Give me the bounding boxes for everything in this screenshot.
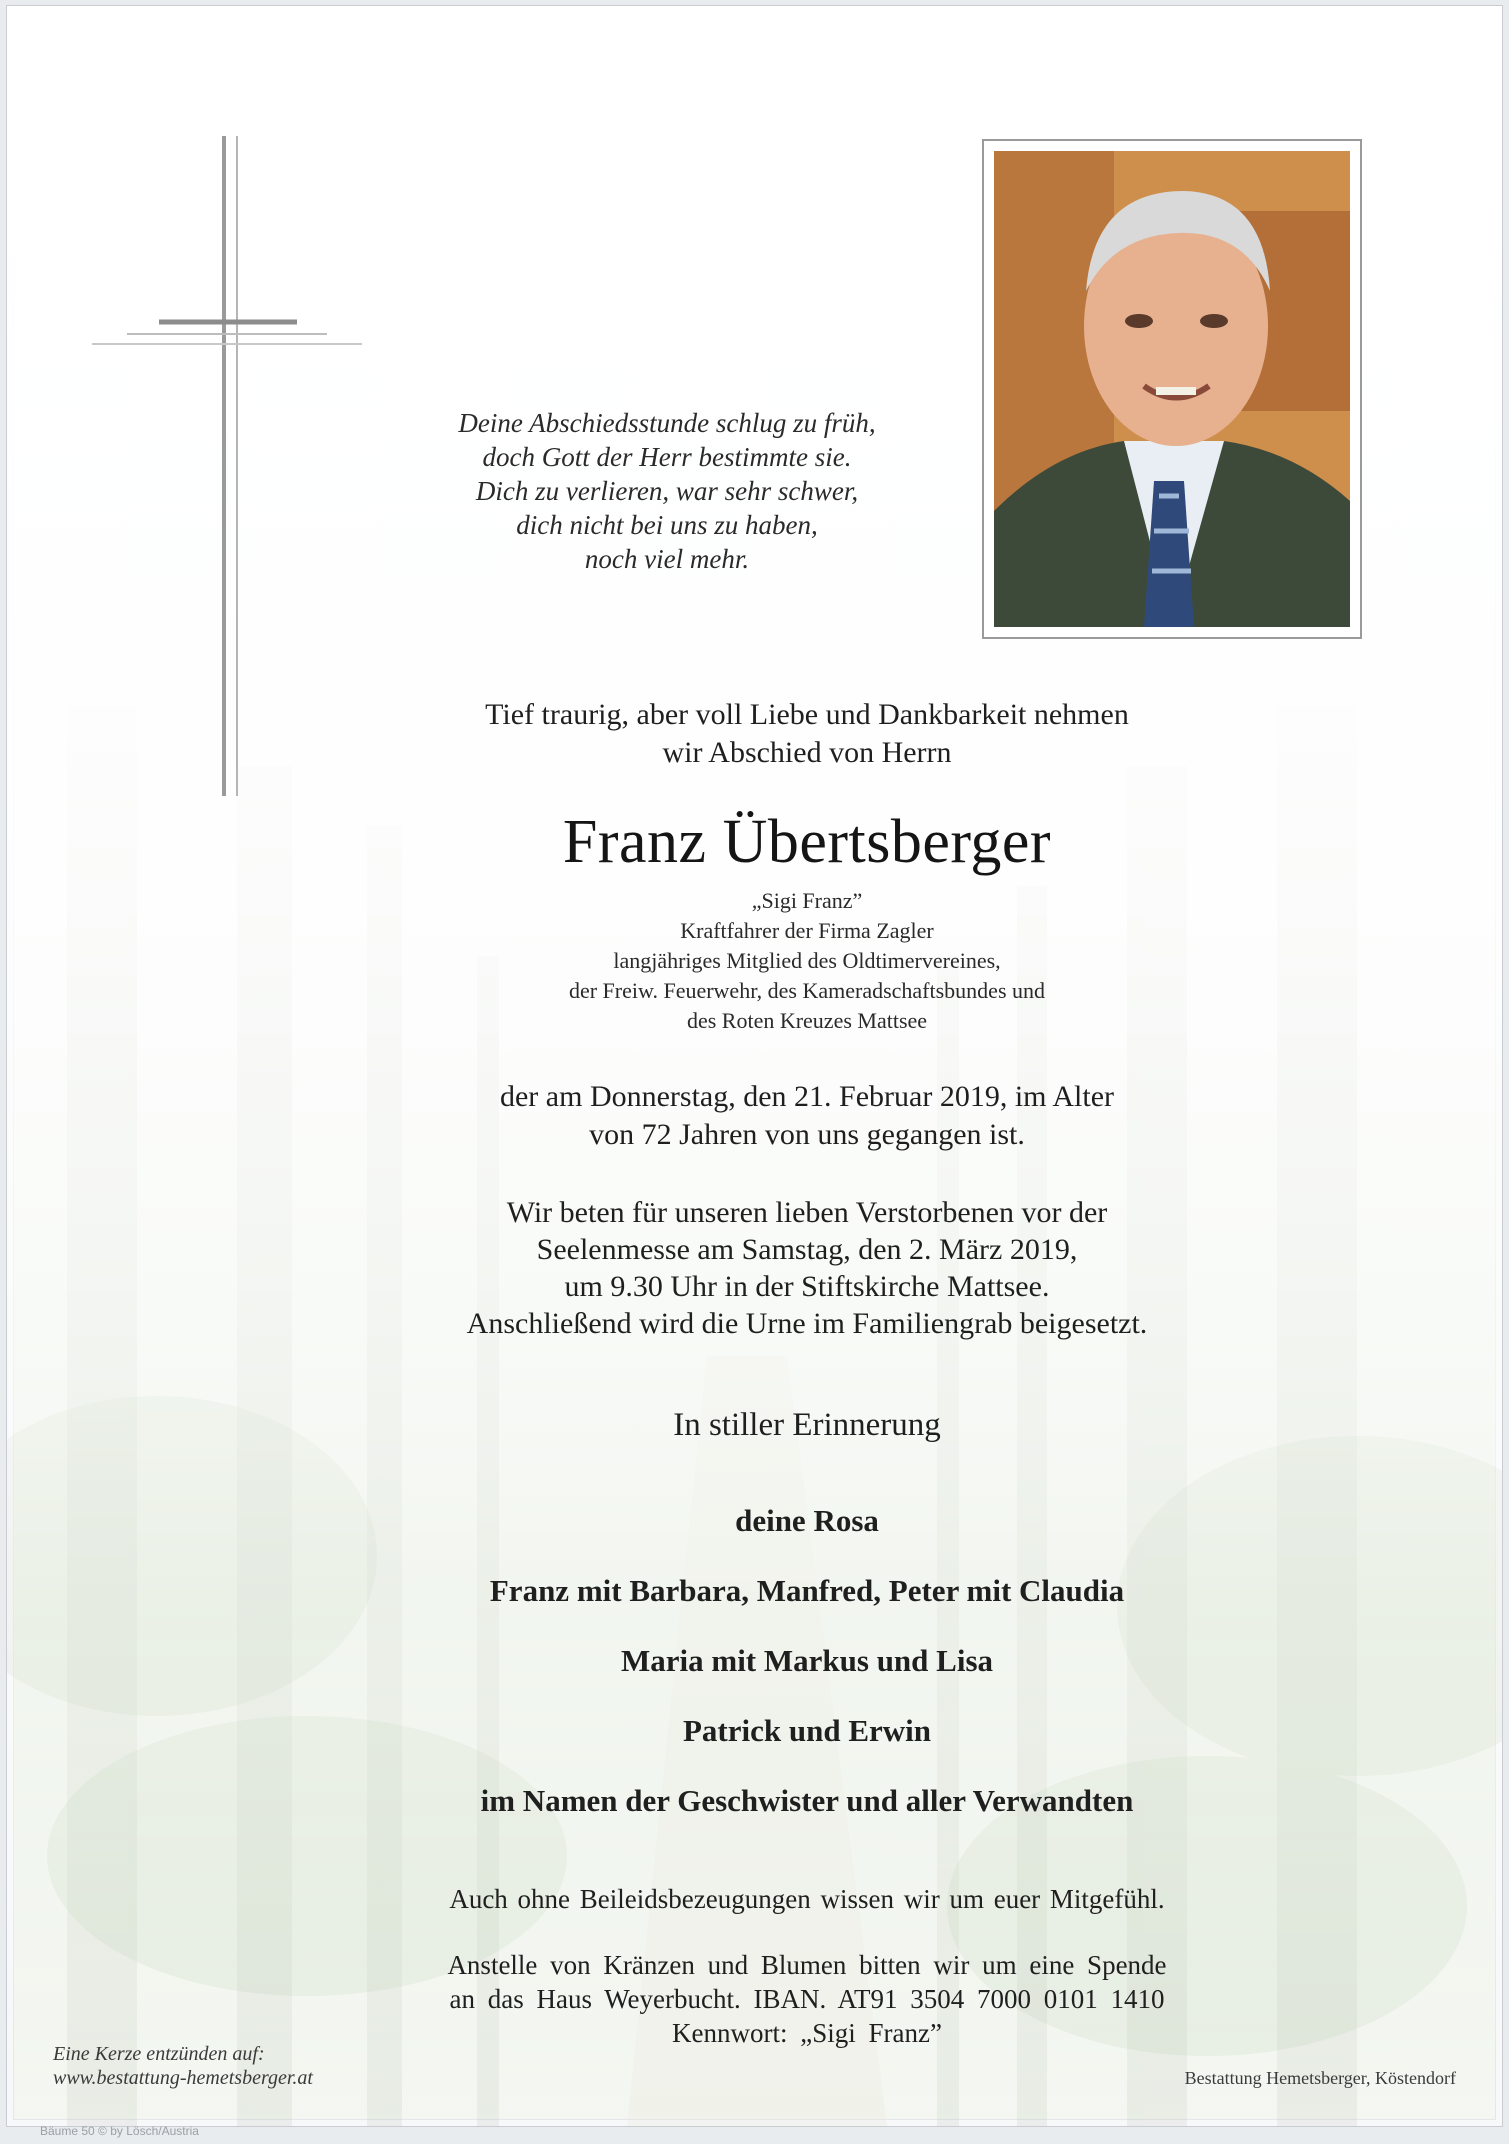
mass-notice bbox=[307, 1194, 1307, 1342]
mass-line: Wir beten für unseren lieben Verstorbenen vor der bbox=[506, 1196, 1108, 1229]
detail-line: langjähriges Mitglied des Oldtimervereines, bbox=[613, 948, 1001, 973]
mass-line: Seelenmesse am Samstag, den 2. März 2019, bbox=[536, 1233, 1078, 1266]
mourner-line: im Namen der Geschwister und aller Verwandten bbox=[480, 1783, 1134, 1818]
candle-link-block bbox=[53, 2042, 313, 2090]
detail-line: der Freiw. Feuerwehr, des Kameradschaftsbundes und bbox=[568, 978, 1046, 1003]
copyright-note: Bäume 50 © by Lösch/Austria bbox=[40, 2124, 199, 2138]
detail-line: Kraftfahrer der Firma Zagler bbox=[680, 918, 934, 943]
intro-line: wir Abschied von Herrn bbox=[662, 736, 952, 769]
sympathy-note: Auch ohne Beileidsbezeugungen wissen wir um euer Mitgefühl. bbox=[449, 1884, 1165, 1914]
candle-label: Eine Kerze entzünden auf: bbox=[53, 2043, 265, 2065]
detail-line: des Roten Kreuzes Mattsee bbox=[686, 1008, 928, 1033]
obituary-card bbox=[6, 5, 1503, 2127]
poem-line: dich nicht bei uns zu haben, bbox=[516, 510, 818, 540]
intro-text bbox=[307, 696, 1307, 772]
candle-url-link[interactable]: www.bestattung-hemetsberger.at bbox=[53, 2067, 313, 2089]
mourner-line: Franz mit Barbara, Manfred, Peter mit Claudia bbox=[489, 1573, 1125, 1608]
detail-line: „Sigi Franz” bbox=[751, 888, 863, 913]
mourners-list bbox=[307, 1496, 1307, 1846]
mourner-line: Maria mit Markus und Lisa bbox=[620, 1643, 994, 1678]
farewell-poem bbox=[367, 406, 967, 576]
mourner-line: Patrick und Erwin bbox=[682, 1713, 932, 1748]
donation-line: Kennwort: „Sigi Franz” bbox=[672, 2018, 942, 2048]
donation-line: an das Haus Weyerbucht. IBAN. AT91 3504 7000 0101 1410 bbox=[449, 1984, 1165, 2014]
death-notice bbox=[307, 1078, 1307, 1154]
poem-line: Deine Abschiedsstunde schlug zu früh, bbox=[458, 408, 876, 438]
mass-line: um 9.30 Uhr in der Stiftskirche Mattsee. bbox=[564, 1270, 1050, 1303]
poem-line: noch viel mehr. bbox=[584, 544, 750, 574]
portrait-photo bbox=[994, 151, 1350, 627]
death-line: von 72 Jahren von uns gegangen ist. bbox=[589, 1118, 1025, 1151]
mass-line: Anschließend wird die Urne im Familiengrab beigesetzt. bbox=[466, 1307, 1148, 1340]
deceased-details bbox=[307, 886, 1307, 1036]
poem-line: Dich zu verlieren, war sehr schwer, bbox=[475, 476, 859, 506]
mourner-line: deine Rosa bbox=[735, 1503, 879, 1538]
memory-line: In stiller Erinnerung bbox=[673, 1407, 941, 1443]
donation-request bbox=[307, 1948, 1307, 2050]
poem-line: doch Gott der Herr bestimmte sie. bbox=[482, 442, 852, 472]
intro-line: Tief traurig, aber voll Liebe und Dankbarkeit nehmen bbox=[485, 698, 1129, 731]
undertaker-credit: Bestattung Hemetsberger, Köstendorf bbox=[1184, 2068, 1456, 2088]
donation-line: Anstelle von Kränzen und Blumen bitten wir um eine Spende bbox=[447, 1950, 1167, 1980]
death-line: der am Donnerstag, den 21. Februar 2019, im Alter bbox=[499, 1080, 1115, 1113]
deceased-name: Franz Übertsberger bbox=[562, 808, 1052, 876]
portrait-frame bbox=[982, 139, 1362, 639]
